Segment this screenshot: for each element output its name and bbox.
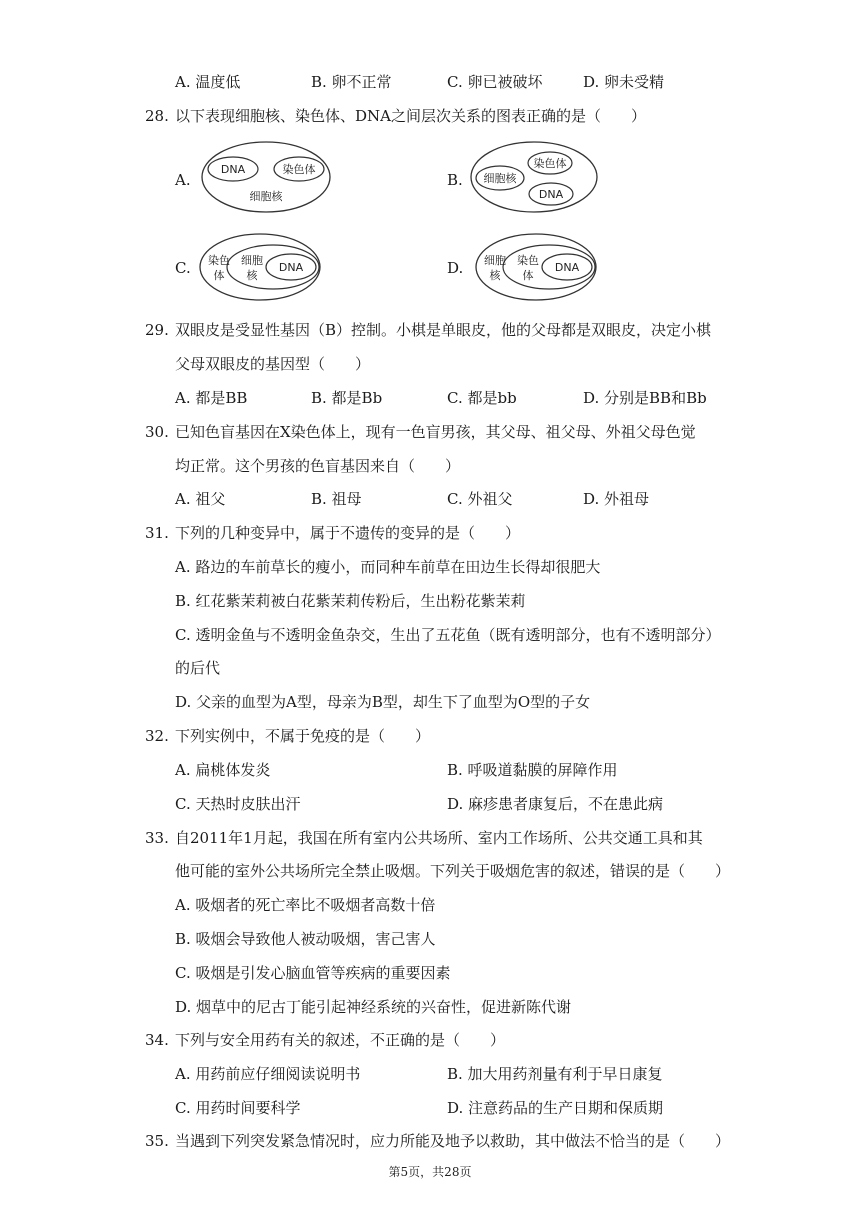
question-stem: 当遇到下列突发紧急情况时，应力所能及地予以救助，其中做法不恰当的是（ ）: [175, 1132, 731, 1150]
q28-option-b-letter: B.: [447, 171, 463, 189]
q32-option-a: A. 扁桃体发炎: [175, 761, 271, 779]
q34-option-a: A. 用药前应仔细阅读说明书: [175, 1065, 361, 1083]
q34-option-b: B. 加大用药剂量有利于早日康复: [447, 1065, 663, 1083]
q31-option-a: A. 路边的车前草长的瘦小，而同种车前草在田边生长得却很肥大: [175, 558, 601, 576]
q33-option-a: A. 吸烟者的死亡率比不吸烟者高数十倍: [175, 896, 436, 914]
question-stem-cont: 均正常。这个男孩的色盲基因来自（ ）: [175, 457, 461, 475]
q27-option-a: A. 温度低: [175, 73, 241, 91]
label-chromosome-part1: 染色: [517, 254, 539, 267]
q32-option-c: C. 天热时皮肤出汗: [175, 795, 301, 813]
q33-option-c: C. 吸烟是引发心脑血管等疾病的重要因素: [175, 964, 451, 982]
question-stem-cont: 父母双眼皮的基因型（ ）: [175, 355, 371, 373]
q27-option-b: B. 卵不正常: [311, 73, 392, 91]
diagram-option-c: [198, 232, 326, 306]
q34-option-c: C. 用药时间要科学: [175, 1099, 301, 1117]
q29-option-c: C. 都是bb: [447, 389, 517, 407]
q28-option-a-letter: A.: [175, 171, 191, 189]
q29-option-a: A. 都是BB: [175, 389, 248, 407]
q30-option-c: C. 外祖父: [447, 490, 513, 508]
label-nucleus-part2: 核: [489, 269, 501, 282]
label-chromosome: 染色体: [282, 163, 316, 176]
label-dna: DNA: [220, 163, 246, 176]
label-chromosome-part2: 体: [522, 269, 534, 282]
q29-option-b: B. 都是Bb: [311, 389, 383, 407]
label-chromosome-part2: 体: [213, 269, 225, 282]
question-stem-cont: 他可能的室外公共场所完全禁止吸烟。下列关于吸烟危害的叙述，错误的是（ ）: [175, 862, 731, 880]
q31-option-c-cont: 的后代: [175, 659, 221, 677]
question-number: 33.: [145, 829, 169, 847]
q29-option-d: D. 分别是BB和Bb: [583, 389, 707, 407]
q30-option-d: D. 外祖母: [583, 490, 650, 508]
question-stem: 双眼皮是受显性基因（B）控制。小棋是单眼皮，他的父母都是双眼皮，决定小棋: [175, 321, 712, 339]
question-stem: 自2011年1月起，我国在所有室内公共场所、室内工作场所、公共交通工具和其: [175, 829, 703, 847]
diagram-option-d: [474, 232, 602, 306]
q28-option-d-letter: D.: [447, 259, 464, 277]
q31-option-c: C. 透明金鱼与不透明金鱼杂交，生出了五花鱼（既有透明部分，也有不透明部分）: [175, 626, 721, 644]
question-number: 28.: [145, 107, 169, 125]
q33-option-b: B. 吸烟会导致他人被动吸烟，害己害人: [175, 930, 436, 948]
q30-option-a: A. 祖父: [175, 490, 226, 508]
q32-option-d: D. 麻疹患者康复后，不在患此病: [447, 795, 664, 813]
q31-option-d: D. 父亲的血型为A型，母亲为B型，却生下了血型为O型的子女: [175, 693, 591, 711]
question-stem: 下列实例中，不属于免疫的是（ ）: [175, 727, 431, 745]
q32-option-b: B. 呼吸道黏膜的屏障作用: [447, 761, 618, 779]
question-number: 35.: [145, 1132, 169, 1150]
label-nucleus: 细胞核: [483, 172, 517, 185]
label-dna: DNA: [554, 261, 580, 274]
q27-option-c: C. 卵已被破坏: [447, 73, 543, 91]
question-number: 32.: [145, 727, 169, 745]
q31-option-b: B. 红花紫茉莉被白花紫茉莉传粉后，生出粉花紫茉莉: [175, 592, 526, 610]
question-number: 31.: [145, 524, 169, 542]
q30-option-b: B. 祖母: [311, 490, 362, 508]
q34-option-d: D. 注意药品的生产日期和保质期: [447, 1099, 664, 1117]
label-chromosome: 染色体: [533, 157, 567, 170]
label-nucleus-part1: 细胞: [484, 254, 506, 267]
question-stem: 下列与安全用药有关的叙述，不正确的是（ ）: [175, 1031, 506, 1049]
question-stem: 已知色盲基因在X染色体上，现有一色盲男孩，其父母、祖父母、外祖父母色觉: [175, 423, 696, 441]
q27-option-d: D. 卵未受精: [583, 73, 665, 91]
question-stem: 以下表现细胞核、染色体、DNA之间层次关系的图表正确的是（ ）: [175, 107, 646, 125]
label-dna: DNA: [538, 188, 564, 201]
label-dna: DNA: [278, 261, 304, 274]
q28-option-c-letter: C.: [175, 259, 191, 277]
question-number: 29.: [145, 321, 169, 339]
label-nucleus-part2: 核: [246, 269, 258, 282]
label-chromosome-part1: 染色: [208, 254, 230, 267]
page-footer: 第5页，共28页: [388, 1165, 472, 1179]
diagram-option-a: [200, 140, 332, 219]
question-number: 30.: [145, 423, 169, 441]
label-nucleus-part1: 细胞: [241, 254, 263, 267]
diagram-option-b: [468, 140, 600, 219]
label-nucleus: 细胞核: [249, 190, 283, 203]
q33-option-d: D. 烟草中的尼古丁能引起神经系统的兴奋性，促进新陈代谢: [175, 998, 572, 1016]
question-stem: 下列的几种变异中，属于不遗传的变异的是（ ）: [175, 524, 521, 542]
question-number: 34.: [145, 1031, 169, 1049]
